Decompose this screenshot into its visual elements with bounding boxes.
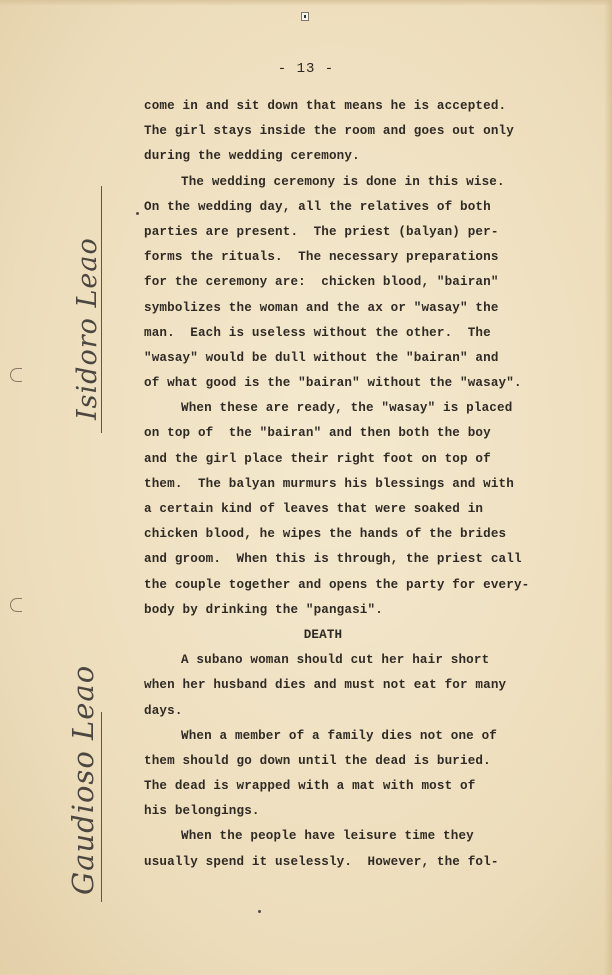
text-line: The wedding ceremony is done in this wise.: [181, 174, 505, 189]
text-line: body by drinking the "pangasi".: [144, 602, 383, 617]
punch-hole-icon: [10, 598, 22, 612]
text-line: symbolizes the woman and the ax or "wasay" the: [144, 300, 499, 315]
text-line: when her husband dies and must not eat for many: [144, 678, 507, 693]
text-line: the couple together and opens the party for every-: [144, 577, 530, 592]
text-line: forms the rituals. The necessary preparations: [144, 250, 499, 265]
paragraph-block-death: [144, 648, 524, 875]
text-line: of what good is the "bairan" without the "wasay".: [144, 376, 522, 391]
page-top-edge: [0, 0, 612, 6]
text-line: his belongings.: [144, 804, 260, 819]
text-line: The girl stays inside the room and goes out only: [144, 124, 514, 139]
text-line: parties are present. The priest (balyan) per-: [144, 224, 499, 239]
ink-speck: [136, 212, 139, 215]
text-line: When these are ready, the "wasay" is placed: [181, 401, 513, 416]
text-line: When a member of a family dies not one of: [181, 728, 498, 743]
text-line: during the wedding ceremony.: [144, 149, 360, 164]
page-number: - 13 -: [277, 61, 335, 77]
text-line: The dead is wrapped with a mat with most of: [144, 779, 476, 794]
text-line: On the wedding day, all the relatives of both: [144, 199, 491, 214]
ink-speck: [258, 910, 261, 913]
section-heading: DEATH: [303, 627, 343, 642]
page-right-edge: [604, 0, 612, 975]
handwritten-signature-top: Isidoro Leao: [72, 237, 103, 420]
text-line: for the ceremony are: chicken blood, "bairan": [144, 275, 499, 290]
punch-hole-icon: [10, 368, 22, 382]
text-line: man. Each is useless without the other. The: [144, 325, 491, 340]
handwritten-signature-bottom: Gaudioso Leao: [66, 664, 100, 895]
text-line: usually spend it uselessly. However, the fol-: [144, 854, 499, 869]
text-line: and groom. When this is through, the priest call: [144, 552, 522, 567]
text-line: a certain kind of leaves that were soaked in: [144, 502, 484, 516]
text-line: chicken blood, he wipes the hands of the brides: [144, 527, 507, 542]
text-line: on top of the "bairan" and then both the boy: [144, 426, 491, 441]
text-line: days.: [144, 703, 183, 718]
text-line: When the people have leisure time they: [181, 829, 474, 844]
margin-rule-bottom: [101, 712, 102, 902]
text-line: them should go down until the dead is buried.: [144, 753, 491, 768]
text-line: A subano woman should cut her hair short: [181, 653, 490, 668]
body-text: [144, 94, 530, 875]
text-line: them. The balyan murmurs his blessings and with: [144, 476, 514, 491]
text-line: and the girl place their right foot on top of: [144, 451, 491, 466]
text-line: "wasay" would be dull without the "bairan" and: [144, 350, 499, 365]
binder-clip-icon: [301, 12, 309, 21]
text-line: come in and sit down that means he is accepted.: [144, 99, 507, 113]
paragraph-block-wedding: [144, 94, 530, 623]
